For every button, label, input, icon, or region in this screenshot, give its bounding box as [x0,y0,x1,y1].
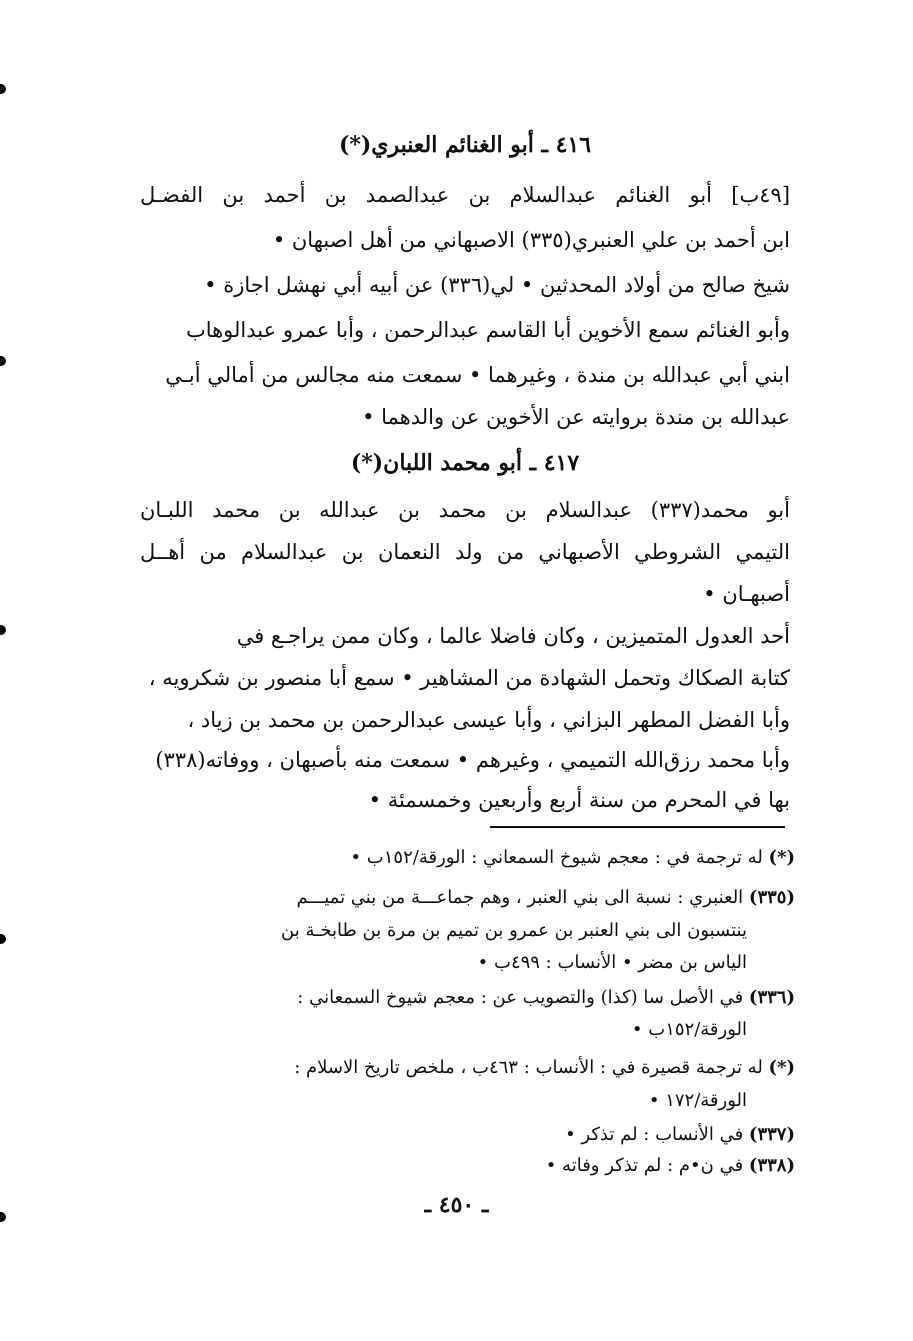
entry-416-body [140,180,790,430]
footnote-separator [490,826,785,828]
footnote [140,1153,795,1179]
footnote-continuation: الياس بن مضر • الأنساب : ٤٩٩ب • [477,952,747,973]
text-line: ابن أحمد بن علي العنبري(٣٣٥) الاصبهاني من أهل اصبهان • [272,228,790,252]
footnote-number: (*) [768,1057,795,1078]
entry-417-title: ٤١٧ ـ أبو محمد اللبان(*) [350,450,580,476]
footnote-number: (٣٣٦) [748,987,795,1008]
entry-417-body [140,495,790,825]
footnote-text: له ترجمة في : معجم شيوخ السمعاني : الورقة/١٥٢ب • [350,847,763,868]
entry-416-title: ٤١٦ ـ أبو الغنائم العنبري(*) [338,132,592,158]
scan-edge-mark [0,356,6,366]
footnote [140,845,795,871]
footnote-number: (*) [768,847,795,868]
footnote-number: (٣٣٧) [748,1124,795,1145]
text-line: بها في المحرم من سنة أربع وأربعين وخمسمئة • [368,788,790,812]
footnote-continuation: ينتسبون الى بني العنبر بن عمرو بن تميم بن مرة بن طابخـة بن [281,920,747,941]
scan-edge-mark [0,934,6,944]
footnote [140,885,795,911]
text-line: كتابة الصكاك وتحمل الشهادة من المشاهير • سمع أبا منصور بن شكرويه ، [148,666,790,690]
footnote-text: له ترجمة قصيرة في : الأنساب : ٤٦٣ب ، ملخص تاريخ الاسلام : [294,1057,763,1078]
footnote [140,1122,795,1148]
text-line: أصبهـان • [703,582,790,606]
text-line: وأبا الفضل المطهر البزاني ، وأبا عيسى عبدالرحمن بن محمد بن زياد ، [187,708,790,732]
text-line: التيمي الشروطي الأصبهاني من ولد النعمان بن عبدالسلام من أهــل [140,540,790,564]
text-line: [٤٩ب] أبو الغنائم عبدالسلام بن عبدالصمد بن أحمد بن الفضـل [140,183,791,207]
footnote [140,1055,795,1081]
footnote-text: في ن•م : لم تذكر وفاته • [545,1155,744,1176]
page-number: ـ ٤٥٠ ـ [424,1192,489,1218]
text-line: أحد العدول المتميزين ، وكان فاضلا عالما ، وكان ممن يراجـع في [236,624,790,648]
footnote-text: في الأنساب : لم تذكر • [565,1124,744,1145]
text-line: وأبو الغنائم سمع الأخوين أبا القاسم عبدالرحمن ، وأبا عمرو عبدالوهاب [185,318,790,342]
footnote-text: في الأصل سا (كذا) والتصويب عن : معجم شيوخ السمعاني : [297,987,744,1008]
scan-edge-mark [0,84,6,94]
footnote-continuation: الورقة/١٧٢ • [648,1090,747,1111]
footnote-continuation: الورقة/١٥٢ب • [631,1019,747,1040]
scan-edge-mark [0,625,6,635]
text-line: ابني أبي عبدالله بن مندة ، وغيرهما • سمعت منه مجالس من أمالي أبـي [165,363,790,387]
footnote-number: (٣٣٨) [748,1155,795,1176]
footnote [140,985,795,1011]
text-line: وأبا محمد رزق‌الله التميمي ، وغيرهم • سمعت منه بأصبهان ، ووفاته(٣٣٨) [155,748,790,772]
footnote-number: (٣٣٥) [748,887,795,908]
text-line: عبدالله بن مندة بروايته عن الأخوين عن والدهما • [362,405,790,429]
text-line: أبو محمد(٣٣٧) عبدالسلام بن محمد بن عبدالله بن محمد اللبـان [140,498,790,522]
footnote-text: العنبري : نسبة الى بني العنبر ، وهم جماعـــة من بني تميـــم [296,887,744,908]
text-line: شيخ صالح من أولاد المحدثين • لي(٣٣٦) عن أبيه أبي نهشل اجازة • [204,273,790,297]
